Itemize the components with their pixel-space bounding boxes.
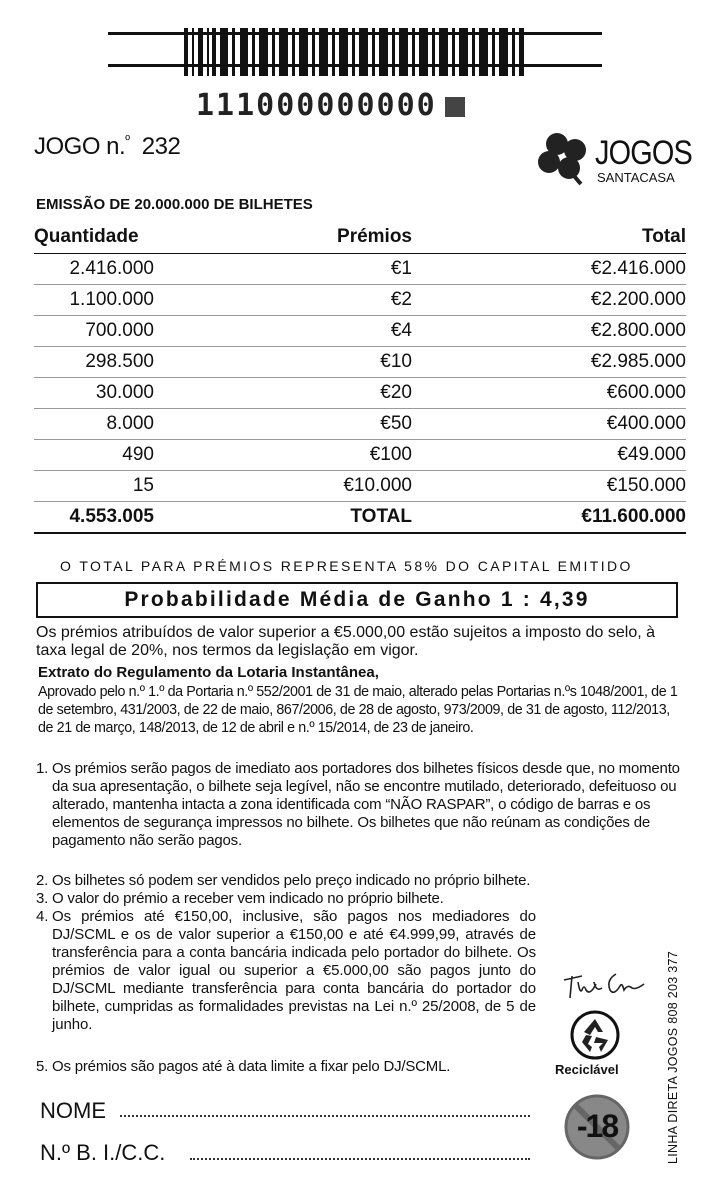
hotline-vertical-text: LINHA DIRETA JOGOS 808 203 377: [666, 950, 680, 1164]
table-row: 298.500 €10 €2.985.000: [34, 347, 686, 378]
prize-percentage-note: O TOTAL PARA PRÉMIOS REPRESENTA 58% DO CAPITAL EMITIDO: [60, 558, 633, 574]
probability-box: [36, 582, 678, 618]
table-row: 15 €10.000 €150.000: [34, 471, 686, 502]
table-row: 30.000 €20 €600.000: [34, 378, 686, 409]
table-row: 1.100.000 €2 €2.200.000: [34, 285, 686, 316]
id-field[interactable]: [190, 1158, 530, 1160]
name-field[interactable]: [120, 1115, 530, 1117]
col-quantity-header: Quantidade: [34, 224, 154, 254]
emission-heading: EMISSÃO DE 20.000.000 DE BILHETES: [36, 196, 313, 213]
clover-icon: [535, 130, 595, 186]
recycle-icon: [570, 1010, 620, 1060]
regulation-intro: Aprovado pelo n.º 1.º da Portaria n.º 552/2001 de 31 de maio, alterado pelas Portarias n.ºs 1048/2001, de 1 de setembro, 431/2003, de 22 de maio, 867/2006, de 28 de agosto, 973/2009, de 31 de agosto, 112/2013, de 21 de março, 148/2013, de 12 de abril e n.º 15/2014, de 23 de janeiro.: [38, 684, 678, 736]
recycle-label: Reciclável: [555, 1062, 619, 1077]
rule-item: 5. Os prémios são pagos até à data limite a fixar pelo DJ/SCML.: [36, 1058, 451, 1075]
rule-item: 2. Os bilhetes só podem ser vendidos pelo preço indicado no próprio bilhete.: [36, 872, 531, 889]
id-field-label: N.º B. I./C.C.: [40, 1140, 166, 1165]
serial-check-box: [445, 97, 465, 117]
age-restriction-icon: -18: [562, 1092, 632, 1162]
tax-note: Os prémios atribuídos de valor superior a €5.000,00 estão sujeitos a imposto do selo, à taxa legal de 20%, nos termos da legislação em vigor.: [36, 624, 656, 659]
jogos-santacasa-logo: JOGOS SANTACASA: [535, 130, 690, 186]
signature: [560, 960, 650, 1002]
table-row: 700.000 €4 €2.800.000: [34, 316, 686, 347]
table-row: 490 €100 €49.000: [34, 440, 686, 471]
table-row: 8.000 €50 €400.000: [34, 409, 686, 440]
game-number: JOGO n.$^º$ 232: [34, 132, 181, 160]
total-row: 4.553.005 TOTAL €11.600.000: [34, 502, 686, 534]
rule-item: 1. Os prémios serão pagos de imediato aos portadores dos bilhetes físicos desde que, no momento da sua apresentação, o bilhete seja legível, não se encontre mutilado, deteriorado, defeituoso ou alterado, mantenha intacta a zona identificada com “NÃO RASPAR”, o código de barras e os elementos de segurança impressos no bilhete. Os bilhetes que não reúnam as condições de pagamento não serão pagos.: [36, 760, 680, 849]
barcode: [108, 28, 602, 76]
rule-item: 4. Os prémios até €150,00, inclusive, são pagos nos mediadores do DJ/SCML e os de valor superior a €150,00 e até €4.999,99, através de transferência para a conta bancária indicada pelo portador do bilhete. Os prémios de valor igual ou superior a €5.000,00 são pagos junto do DJ/SCML mediante transferência para conta bancária do portador do bilhete, cumpridas as formalidades previstas na Lei n.º 25/2008, de 5 de junho.: [36, 908, 536, 1033]
rule-item: 3. O valor do prémio a receber vem indicado no próprio bilhete.: [36, 890, 444, 907]
col-total-header: Total: [412, 224, 686, 254]
table-row: 2.416.000 €1 €2.416.000: [34, 254, 686, 285]
ticket-serial: 111000000000: [196, 88, 465, 123]
probability-text: Probabilidade Média de Ganho 1 : 4,39: [124, 588, 590, 611]
prize-table: [34, 224, 686, 534]
col-prize-header: Prémios: [154, 224, 412, 254]
name-field-label: NOME: [40, 1098, 106, 1123]
prize-table-header: [34, 224, 686, 254]
regulation-title: Extrato do Regulamento da Lotaria Instantânea,: [38, 664, 379, 681]
